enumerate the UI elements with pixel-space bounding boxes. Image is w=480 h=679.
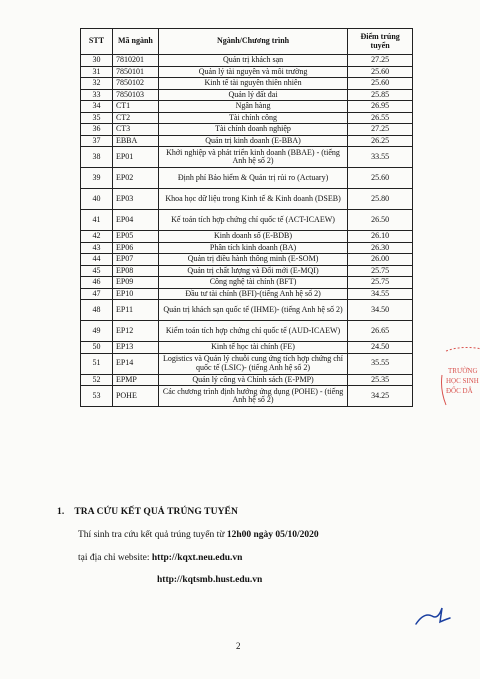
cell-code: 7810201 xyxy=(112,55,158,67)
cell-code: POHE xyxy=(112,386,158,407)
cell-score: 25.75 xyxy=(348,265,413,277)
table-row xyxy=(81,374,413,386)
cell-score: 34.55 xyxy=(348,288,413,300)
cell-major: Kinh tế tài nguyên thiên nhiên xyxy=(158,78,347,90)
cell-stt: 30 xyxy=(81,55,113,67)
cell-code: EBBA xyxy=(112,135,158,147)
website-link-hust[interactable]: http://kqtsmb.hust.edu.vn xyxy=(157,575,263,585)
cell-code: EP01 xyxy=(112,147,158,168)
cell-major: Đầu tư tài chính (BFI)-(tiếng Anh hệ số 2) xyxy=(158,288,347,300)
cell-code: EP03 xyxy=(112,189,158,210)
cell-stt: 37 xyxy=(81,135,113,147)
cell-major: Quản trị khách sạn quốc tế (IHME)- (tiếng Anh hệ số 2) xyxy=(158,300,347,321)
table-row xyxy=(81,321,413,342)
cell-major: Công nghệ tài chính (BFT) xyxy=(158,277,347,289)
cell-major: Tài chính công xyxy=(158,112,347,124)
cell-stt: 40 xyxy=(81,189,113,210)
cell-stt: 46 xyxy=(81,277,113,289)
cell-code: 7850102 xyxy=(112,78,158,90)
cell-stt: 47 xyxy=(81,288,113,300)
cell-major: Khoa học dữ liệu trong Kinh tế & Kinh doanh (DSEB) xyxy=(158,189,347,210)
stamp-text-mid: HỌC SINH xyxy=(446,377,479,385)
cell-major: Tài chính doanh nghiệp xyxy=(158,124,347,136)
table-row xyxy=(81,277,413,289)
cell-stt: 53 xyxy=(81,386,113,407)
page-number: 2 xyxy=(236,641,241,651)
section-number: 1. xyxy=(57,507,65,517)
cell-major: Quản lý công và Chính sách (E-PMP) xyxy=(158,374,347,386)
table-row xyxy=(81,300,413,321)
table-row xyxy=(81,189,413,210)
cell-stt: 34 xyxy=(81,101,113,113)
cell-major: Phân tích kinh doanh (BA) xyxy=(158,242,347,254)
table-row xyxy=(81,89,413,101)
cell-code: CT3 xyxy=(112,124,158,136)
cell-code: EP09 xyxy=(112,277,158,289)
website-line xyxy=(78,553,242,563)
cell-score: 34.25 xyxy=(348,386,413,407)
cell-stt: 41 xyxy=(81,210,113,231)
section-title: TRA CỨU KẾT QUẢ TRÚNG TUYỂN xyxy=(74,507,238,517)
cell-code: EP12 xyxy=(112,321,158,342)
table-row xyxy=(81,112,413,124)
cell-major: Kinh doanh số (E-BDB) xyxy=(158,231,347,243)
section-heading xyxy=(57,507,238,517)
cell-stt: 36 xyxy=(81,124,113,136)
cell-major: Quản trị chất lượng và Đổi mới (E-MQI) xyxy=(158,265,347,277)
cell-score: 26.50 xyxy=(348,210,413,231)
cell-stt: 52 xyxy=(81,374,113,386)
website-prefix: tại địa chỉ website: xyxy=(78,553,152,563)
table-row xyxy=(81,147,413,168)
cell-stt: 43 xyxy=(81,242,113,254)
header-stt: STT xyxy=(81,29,113,55)
table-row xyxy=(81,386,413,407)
admission-score-table xyxy=(80,28,413,407)
table-row xyxy=(81,254,413,266)
cell-stt: 48 xyxy=(81,300,113,321)
cell-major: Ngân hàng xyxy=(158,101,347,113)
website-link-neu[interactable]: http://kqxt.neu.edu.vn xyxy=(151,553,243,563)
table-row xyxy=(81,124,413,136)
cell-score: 27.25 xyxy=(348,124,413,136)
cell-major: Quản trị điều hành thông minh (E-SOM) xyxy=(158,254,347,266)
cell-score: 25.80 xyxy=(348,189,413,210)
cell-code: EP11 xyxy=(112,300,158,321)
cell-code: EP04 xyxy=(112,210,158,231)
cell-score: 26.65 xyxy=(348,321,413,342)
header-score: Điểm trúng tuyển xyxy=(348,29,413,55)
cell-stt: 31 xyxy=(81,66,113,78)
cell-major: Kế toán tích hợp chứng chỉ quốc tế (ACT-ICAEW) xyxy=(158,210,347,231)
cell-stt: 51 xyxy=(81,353,113,374)
cell-major: Định phí Bảo hiểm & Quản trị rủi ro (Actuary) xyxy=(158,168,347,189)
cell-score: 26.30 xyxy=(348,242,413,254)
cell-major: Kiểm toán tích hợp chứng chỉ quốc tế (AUD-ICAEW) xyxy=(158,321,347,342)
cell-score: 26.55 xyxy=(348,112,413,124)
cell-code: CT2 xyxy=(112,112,158,124)
cell-code: EP10 xyxy=(112,288,158,300)
cell-score: 25.60 xyxy=(348,78,413,90)
table-body xyxy=(81,55,413,407)
cell-score: 27.25 xyxy=(348,55,413,67)
cell-score: 35.55 xyxy=(348,353,413,374)
cell-score: 26.95 xyxy=(348,101,413,113)
cell-stt: 35 xyxy=(81,112,113,124)
cell-stt: 50 xyxy=(81,342,113,354)
cell-score: 26.25 xyxy=(348,135,413,147)
cell-code: EP05 xyxy=(112,231,158,243)
cell-code: 7850103 xyxy=(112,89,158,101)
table-header-row xyxy=(81,29,413,55)
cell-major: Logistics và Quản lý chuỗi cung ứng tích hợp chứng chỉ quốc tế (LSIC)- (tiếng Anh hệ số 2) xyxy=(158,353,347,374)
cell-score: 24.50 xyxy=(348,342,413,354)
cell-stt: 42 xyxy=(81,231,113,243)
stamp-text-bot: ĐỐC DÂ xyxy=(446,387,473,395)
lookup-time-prefix: Thí sinh tra cứu kết quả trúng tuyển từ xyxy=(78,530,227,540)
table-row xyxy=(81,288,413,300)
cell-major: Quản trị kinh doanh (E-BBA) xyxy=(158,135,347,147)
cell-score: 34.50 xyxy=(348,300,413,321)
cell-major: Quản trị khách sạn xyxy=(158,55,347,67)
cell-code: EP06 xyxy=(112,242,158,254)
header-major: Ngành/Chương trình xyxy=(158,29,347,55)
cell-code: EP02 xyxy=(112,168,158,189)
lookup-time-line xyxy=(78,530,319,540)
cell-code: EP07 xyxy=(112,254,158,266)
cell-score: 26.00 xyxy=(348,254,413,266)
cell-score: 25.60 xyxy=(348,66,413,78)
table-row xyxy=(81,265,413,277)
cell-code: EPMP xyxy=(112,374,158,386)
cell-code: CT1 xyxy=(112,101,158,113)
cell-code: EP13 xyxy=(112,342,158,354)
table-row xyxy=(81,78,413,90)
red-seal-stamp xyxy=(438,345,480,415)
cell-major: Các chương trình định hướng ứng dụng (POHE) - (tiếng Anh hệ số 2) xyxy=(158,386,347,407)
cell-code: 7850101 xyxy=(112,66,158,78)
cell-code: EP08 xyxy=(112,265,158,277)
stamp-text-top: TRƯỜNG xyxy=(448,367,478,375)
cell-stt: 39 xyxy=(81,168,113,189)
cell-score: 25.60 xyxy=(348,168,413,189)
table-row xyxy=(81,168,413,189)
cell-major: Quản lý tài nguyên và môi trường xyxy=(158,66,347,78)
table-row xyxy=(81,231,413,243)
table-row xyxy=(81,135,413,147)
table-row xyxy=(81,353,413,374)
cell-major: Quản lý đất đai xyxy=(158,89,347,101)
cell-score: 33.55 xyxy=(348,147,413,168)
cell-code: EP14 xyxy=(112,353,158,374)
table-row xyxy=(81,342,413,354)
cell-score: 26.10 xyxy=(348,231,413,243)
signature-mark xyxy=(412,598,452,628)
cell-stt: 45 xyxy=(81,265,113,277)
cell-stt: 44 xyxy=(81,254,113,266)
table-row xyxy=(81,55,413,67)
cell-major: Khởi nghiệp và phát triển kinh doanh (BBAE) - (tiếng Anh hệ số 2) xyxy=(158,147,347,168)
table-row xyxy=(81,101,413,113)
header-code: Mã ngành xyxy=(112,29,158,55)
cell-score: 25.85 xyxy=(348,89,413,101)
cell-major: Kinh tế học tài chính (FE) xyxy=(158,342,347,354)
lookup-time: 12h00 ngày 05/10/2020 xyxy=(226,530,319,540)
cell-score: 25.75 xyxy=(348,277,413,289)
table-row xyxy=(81,66,413,78)
cell-stt: 38 xyxy=(81,147,113,168)
table-row xyxy=(81,242,413,254)
cell-stt: 32 xyxy=(81,78,113,90)
cell-score: 25.35 xyxy=(348,374,413,386)
cell-stt: 49 xyxy=(81,321,113,342)
table-row xyxy=(81,210,413,231)
cell-stt: 33 xyxy=(81,89,113,101)
